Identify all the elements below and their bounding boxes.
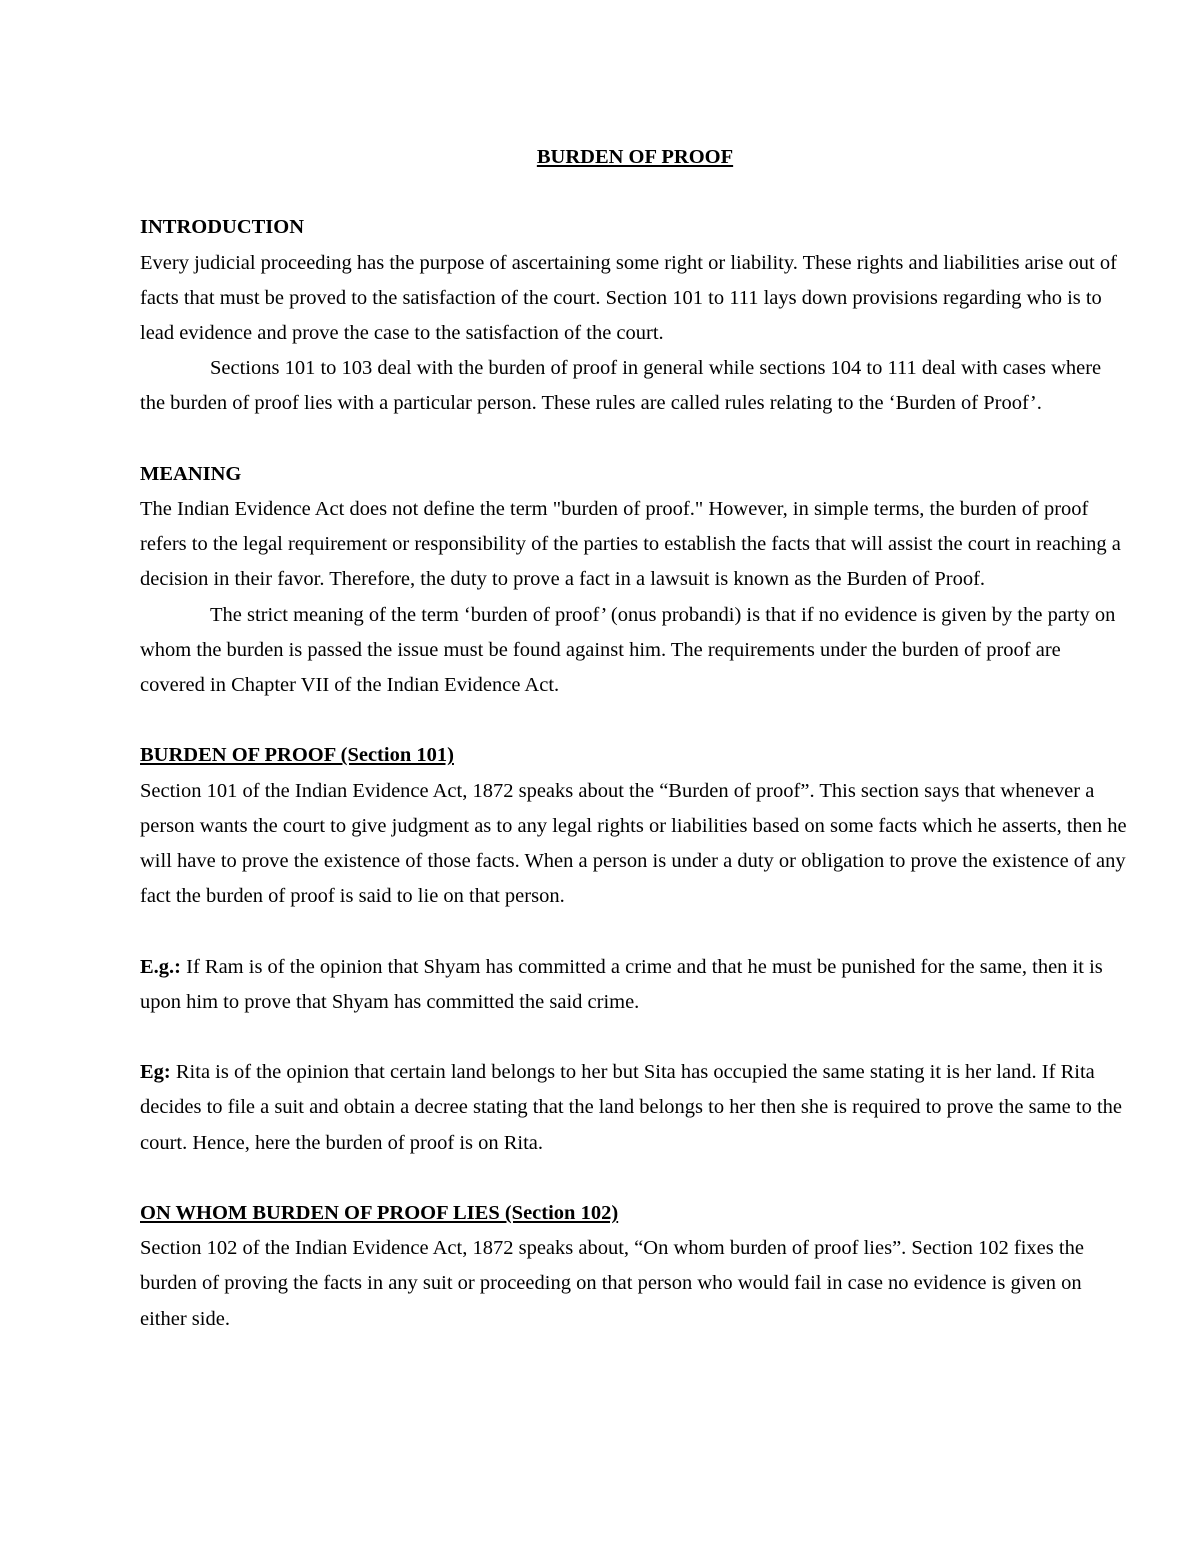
section-102-paragraph: Section 102 of the Indian Evidence Act, 1872 speaks about, “On whom burden of proof lies”. Section 102 fixes the burden of proving the facts in any suit or proceeding on that person who would fail in case no evidence is given on either side.	[140, 1237, 1084, 1330]
document-body	[140, 140, 1130, 1337]
section-102-heading: ON WHOM BURDEN OF PROOF LIES (Section 102)	[140, 1201, 619, 1224]
spacer	[140, 1020, 1130, 1055]
meaning-heading: MEANING	[140, 462, 242, 485]
example-1	[140, 950, 1130, 1020]
document-title: BURDEN OF PROOF	[536, 146, 734, 168]
introduction-heading: INTRODUCTION	[140, 216, 305, 239]
meaning-paragraph-1: The Indian Evidence Act does not define the term "burden of proof." However, in simple terms, the burden of proof refers to the legal requirement or responsibility of the parties to establish the facts that will assist the court in reaching a decision in their favor. Therefore, the duty to prove a fact in a lawsuit is known as the Burden of Proof.	[140, 497, 1121, 591]
spacer	[140, 914, 1130, 949]
section-101-heading: BURDEN OF PROOF (Section 101)	[140, 744, 454, 767]
spacer	[140, 175, 1130, 210]
spacer	[140, 422, 1130, 457]
introduction-paragraph-2: Sections 101 to 103 deal with the burden of proof in general while sections 104 to 111 deal with cases where the burden of proof lies with a particular person. These rules are called rules relating to the ‘Burden of Proof’.	[140, 357, 1102, 415]
example-1-text: If Ram is of the opinion that Shyam has committed a crime and that he must be punished for the same, then it is upon him to prove that Shyam has committed the said crime.	[140, 955, 1103, 1013]
introduction-paragraph-1: Every judicial proceeding has the purpose of ascertaining some right or liability. These rights and liabilities arise out of facts that must be proved to the satisfaction of the court. Section 101 to 111 lays down provisions regarding who is to lead evidence and prove the case to the satisfaction of the court.	[140, 251, 1117, 344]
spacer	[140, 703, 1130, 738]
example-2-label: Eg:	[140, 1061, 171, 1084]
example-2	[140, 1055, 1130, 1161]
example-1-label: E.g.:	[140, 955, 181, 978]
spacer	[140, 1161, 1130, 1196]
example-2-text: Rita is of the opinion that certain land belongs to her but Sita has occupied the same stating it is her land. If Rita decides to file a suit and obtain a decree stating that the land belongs to her then she is required to prove the same to the court. Hence, here the burden of proof is on Rita.	[140, 1061, 1122, 1154]
section-101-paragraph: Section 101 of the Indian Evidence Act, 1872 speaks about the “Burden of proof”. This section says that whenever a person wants the court to give judgment as to any legal rights or liabilities based on some facts which he asserts, then he will have to prove the existence of those facts. When a person is under a duty or obligation to prove the existence of any fact the burden of proof is said to lie on that person.	[140, 779, 1127, 908]
meaning-paragraph-2: The strict meaning of the term ‘burden of proof’ (onus probandi) is that if no evidence is given by the party on whom the burden is passed the issue must be found against him. The requirements under the burden of proof are covered in Chapter VII of the Indian Evidence Act.	[140, 603, 1116, 696]
